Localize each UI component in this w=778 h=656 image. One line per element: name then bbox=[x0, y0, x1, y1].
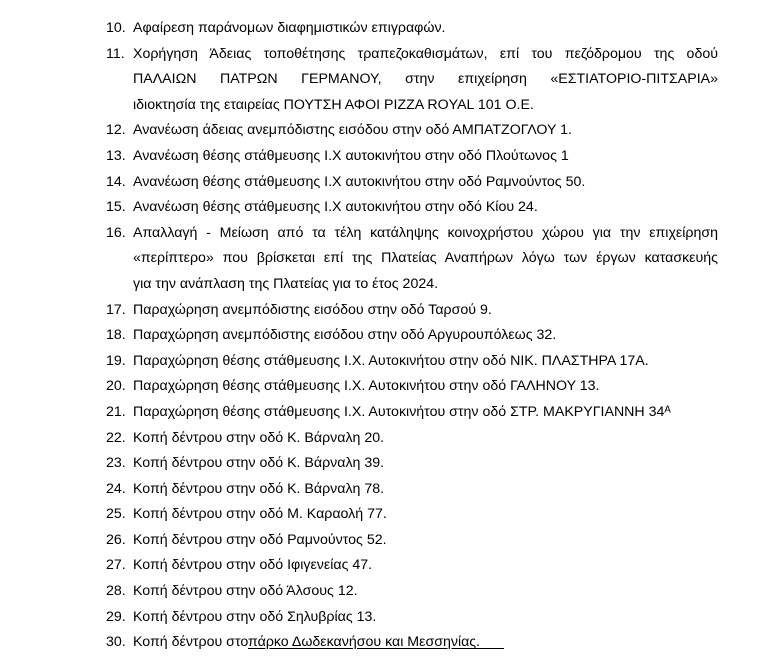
list-item bbox=[106, 221, 718, 298]
item-text: Κοπή δέντρου στην οδό Σηλυβρίας 13. bbox=[133, 608, 377, 625]
item-text: Χορήγηση Άδειας τοποθέτησης τραπεζοκαθισμάτων, επί του πεζόδρομου της οδού bbox=[133, 45, 718, 62]
item-text: Παραχώρηση ανεμπόδιστης εισόδου στην οδό Ταρσού 9. bbox=[133, 301, 492, 318]
item-number: 27. bbox=[106, 557, 126, 574]
item-number: 11. bbox=[106, 45, 125, 62]
item-text: Αφαίρεση παράνομων διαφημιστικών επιγραφών. bbox=[133, 20, 446, 36]
item-text bbox=[133, 630, 718, 656]
item-number: 10. bbox=[106, 20, 126, 36]
item-text: Παραχώρηση θέσης στάθμευσης Ι.Χ. Αυτοκινήτου στην οδό ΓΑΛΗΝΟΥ 13. bbox=[133, 378, 600, 395]
item-number: 23. bbox=[106, 455, 126, 472]
item-text: Απαλλαγή - Μείωση από τα τέλη κατάληψης κοινοχρήστου χώρου για την επιχείρηση bbox=[133, 224, 718, 241]
list-item bbox=[106, 630, 718, 656]
item-text: για την ανάπλαση της Πλατείας για το έτος 2024. bbox=[133, 275, 439, 292]
list-item bbox=[106, 195, 718, 221]
item-number: 20. bbox=[106, 378, 126, 395]
item-text: Παραχώρηση ανεμπόδιστης εισόδου στην οδό Αργυρουπόλεως 32. bbox=[133, 327, 557, 344]
list-item bbox=[106, 170, 718, 196]
agenda-list bbox=[106, 16, 718, 656]
item-text: Ανανέωση θέσης στάθμευσης Ι.Χ αυτοκινήτου στην οδό Ραμνούντος 50. bbox=[133, 173, 586, 190]
list-item bbox=[106, 400, 718, 426]
item-text: Κοπή δέντρου στην οδό Ιφιγενείας 47. bbox=[133, 557, 373, 574]
item-number: 21. bbox=[106, 403, 126, 420]
list-item bbox=[106, 477, 718, 503]
item-number: 19. bbox=[106, 352, 126, 369]
list-item bbox=[106, 16, 718, 42]
list-item bbox=[106, 323, 718, 349]
list-item bbox=[106, 426, 718, 452]
item-text-underlined: πάρκο Δωδεκανήσου και Μεσσηνίας. bbox=[248, 634, 481, 651]
list-item bbox=[106, 579, 718, 605]
item-text: Κοπή δέντρου στην οδό Κ. Βάρναλη 39. bbox=[133, 455, 385, 472]
list-item bbox=[106, 349, 718, 375]
list-item bbox=[106, 144, 718, 170]
item-number: 29. bbox=[106, 608, 126, 625]
item-number: 30. bbox=[106, 634, 126, 651]
list-item bbox=[106, 605, 718, 631]
item-text: ΠΑΛΑΙΩΝ ΠΑΤΡΩΝ ΓΕΡΜΑΝΟΥ, στην επιχείρηση «ΕΣΤΙΑΤΟΡΙΟ-ΠΙΤΣΑΡΙΑ» bbox=[133, 71, 718, 88]
list-item bbox=[106, 502, 718, 528]
item-text: Κοπή δέντρου στην οδό Κ. Βάρναλη 78. bbox=[133, 480, 385, 497]
item-text: Παραχώρηση θέσης στάθμευσης Ι.Χ. Αυτοκινήτου στην οδό ΣΤΡ. ΜΑΚΡΥΓΙΑΝΝΗ 34ᴬ bbox=[133, 403, 671, 420]
list-item bbox=[106, 42, 718, 119]
item-text: «περίπτερο» που βρίσκεται επί της Πλατείας Αναπήρων λόγω των έργων κατασκευής bbox=[133, 250, 718, 267]
item-number: 18. bbox=[106, 327, 126, 344]
underline-tail bbox=[480, 647, 504, 649]
item-number: 28. bbox=[106, 583, 126, 600]
list-item bbox=[106, 553, 718, 579]
item-text: Κοπή δέντρου στην οδό Άλσους 12. bbox=[133, 583, 358, 600]
item-number: 26. bbox=[106, 531, 126, 548]
item-text: Κοπή δέντρου στην οδό Κ. Βάρναλη 20. bbox=[133, 429, 385, 446]
item-text: Ανανέωση άδειας ανεμπόδιστης εισόδου στην οδό ΑΜΠΑΤΖΟΓΛΟΥ 1. bbox=[133, 122, 572, 139]
item-number: 16. bbox=[106, 224, 126, 241]
item-number: 17. bbox=[106, 301, 126, 318]
item-number: 25. bbox=[106, 506, 126, 523]
item-number: 13. bbox=[106, 147, 126, 164]
item-text: Παραχώρηση θέσης στάθμευσης Ι.Χ. Αυτοκινήτου στην οδό ΝΙΚ. ΠΛΑΣΤΗΡΑ 17Α. bbox=[133, 352, 649, 369]
list-item bbox=[106, 298, 718, 324]
list-item bbox=[106, 451, 718, 477]
item-text: Κοπή δέντρου στην οδό Μ. Καραολή 77. bbox=[133, 506, 387, 523]
item-text: Ανανέωση θέσης στάθμευσης Ι.Χ αυτοκινήτου στην οδό Κίου 24. bbox=[133, 199, 538, 216]
list-item bbox=[106, 528, 718, 554]
item-number: 12. bbox=[106, 122, 126, 139]
list-item bbox=[106, 374, 718, 400]
item-number: 24. bbox=[106, 480, 126, 497]
item-text: ιδιοκτησία της εταιρείας ΠΟΥΤΣΗ ΑΦΟΙ PIZZA ROYAL 101 Ο.Ε. bbox=[133, 96, 534, 113]
list-item bbox=[106, 118, 718, 144]
item-text-start: Κοπή δέντρου στο bbox=[133, 634, 249, 651]
item-number: 14. bbox=[106, 173, 126, 190]
item-text: Ανανέωση θέσης στάθμευσης Ι.Χ αυτοκινήτου στην οδό Πλούτωνος 1 bbox=[133, 147, 569, 164]
item-text: Κοπή δέντρου στην οδό Ραμνούντος 52. bbox=[133, 531, 387, 548]
item-number: 22. bbox=[106, 429, 126, 446]
item-number: 15. bbox=[106, 199, 126, 216]
